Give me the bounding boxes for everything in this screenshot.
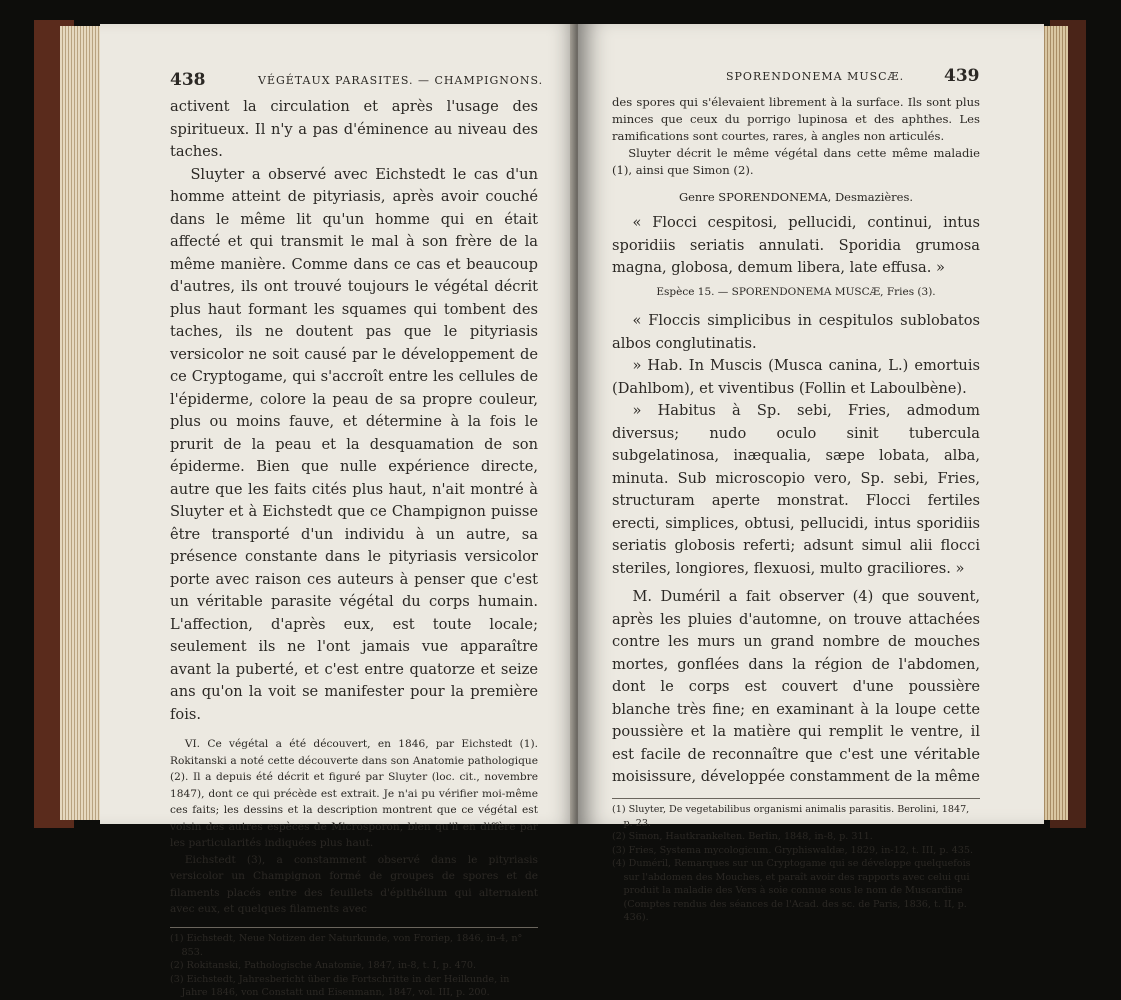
genre-description-text: « Flocci cespitosi, pellucidi, continui, intus sporidiis seriatis annulati. Sporidia grumosa magna, globosa, demum libera, late effusa. » [612, 214, 980, 276]
species-text [612, 310, 980, 789]
left-footnote-3: (3) Eichstedt, Jahresbericht über die Fortschritte in der Heilkunde, in Jahre 1846, von Constatt und Eisenmann, 1847, vol. III, p. 200. [170, 973, 510, 998]
genre-heading: Genre SPORENDONEMA, Desmazières. [678, 190, 914, 204]
right-intro-text [612, 94, 980, 179]
species-paragraph-2: » Hab. In Muscis (Musca canina, L.) emortuis (Dahlbom), et viventibus (Follin et Laboulbène). [612, 357, 980, 397]
left-small-print [170, 736, 538, 918]
left-footnotes [170, 932, 538, 1000]
right-footnote-rule [612, 798, 980, 799]
left-paragraph-1: activent la circulation et après l'usage des spiritueux. Il n'y a pas d'éminence au niveau des taches. [170, 98, 538, 160]
right-footnote-3: (3) Fries, Systema mycologicum. Gryphiswaldæ, 1829, in-12, t. III, p. 435. [612, 844, 974, 856]
right-page-number: 439 [944, 66, 980, 86]
left-page [100, 24, 578, 998]
right-footnote-2: (2) Simon, Hautkrankelten. Berlin, 1848, in-8, p. 311. [612, 831, 873, 842]
species-heading: Espèce 15. — SPORENDONEMA MUSCÆ, Fries (3). [656, 286, 936, 298]
left-footnote-1: (1) Eichstedt, Neue Notizen der Naturkunde, von Froriep, 1846, in-4, n° 853. [170, 933, 523, 958]
species-paragraph-3: » Habitus à Sp. sebi, Fries, admodum diversus; nudo oculo sinit tubercula subgelatinosa, inæqualia, sæpe lobata, alba, minuta. Sub microscopio vero, Sp. sebi, Fries, structuram aperte monstrat. Flocci fertiles erecti, simplices, obtusi, pellucidi, intus sporidiis seriatis globosis referti; adsunt simul alii flocci steriles, longiores, flexuosi, multo graciliores. » [612, 402, 980, 577]
right-running-header: SPORENDONEMA MUSCÆ. [726, 70, 905, 83]
right-paragraph-2: Sluyter décrit le même végétal dans cette même maladie (1), ainsi que Simon (2). [612, 146, 980, 177]
left-footnote-rule [170, 927, 538, 928]
right-paragraph-1: des spores qui s'élevaient librement à la surface. Ils sont plus minces que ceux du porrigo lupinosa et des aphthes. Les ramifications sont courtes, rares, à angles non articulés. [612, 95, 980, 143]
left-paragraph-2: Sluyter a observé avec Eichstedt le cas d'un homme atteint de pityriasis, après avoir couché dans le même lit qu'un homme qui en était affecté et qui transmit le mal à son frère de la même manière. Comme dans ce cas et beaucoup d'autres, ils ont trouvé toujours le végétal décrit plus haut formant les squames qui tombent des taches, ils ne doutent pas que le pityriasis versicolor ne soit causé par le développement de ce Cryptogame, qui s'accroît entre les cellules de l'épiderme, colore la peau de sa propre couleur, plus ou moins fauve, et détermine à la fois le prurit de la peau et la desquamation de son épiderme. Bien que nulle expérience directe, autre que les faits cités plus haut, n'ait montré à Sluyter et à Eichstedt que ce Champignon puisse être transporté d'un individu à un autre, sa présence constante dans le pityriasis versicolor porte avec raison ces auteurs à penser que c'est un véritable parasite végétal du corps humain. L'affection, d'après eux, est toute locale; seulement ils ne l'ont jamais vue apparaître avant la puberté, et c'est entre quatorze et seize ans qu'on la voit se manifester pour la première fois. [170, 165, 538, 723]
left-note-2: Eichstedt (3), a constamment observé dans le pityriasis versicolor un Champignon formé de groupes de spores et de filaments placés entre des feuillets d'épithélium qui alternaient avec eux, et quelques filaments avec [170, 853, 538, 915]
right-page [578, 24, 1044, 923]
left-page-number: 438 [170, 70, 206, 90]
left-footnote-2: (2) Rokitanski, Pathologische Anatomie, 1847, in-8, t. I, p. 470. [170, 960, 477, 971]
left-running-header: VÉGÉTAUX PARASITES. — CHAMPIGNONS. [258, 74, 544, 87]
species-paragraph-4: M. Duméril a fait observer (4) que souvent, après les pluies d'automne, on trouve attachées contre les murs un grand nombre de mouches mortes, gonflées dans la région de l'abdomen, dont le corps est couvert d'une poussière blanche très fine; en examinant à la loupe cette poussière et la matière qui remplit le ventre, il est facile de reconnaître que c'est une véritable moisissure, développée constamment de la même [612, 588, 980, 785]
right-footnote-4: (4) Duméril, Remarques sur un Cryptogame qui se développe quelquefois sur l'abdomen des Mouches, et paraît avoir des rapports avec celui qui produit la maladie des Vers à soie connue sous le nom de Muscardine (Comptes rendus des séances de l'Acad. des sc. de Paris, 1836, t. II, p. 436). [612, 858, 971, 923]
left-body-text [170, 96, 538, 726]
right-footnotes [612, 803, 980, 925]
right-footnote-1: (1) Sluyter, De vegetabilibus organismi animalis parasitis. Berolini, 1847, p. 23. [612, 804, 970, 829]
genre-description [612, 212, 980, 280]
species-paragraph-1: « Floccis simplicibus in cespitulos sublobatos albos conglutinatis. [612, 312, 980, 352]
left-note-1: VI. Ce végétal a été découvert, en 1846, par Eichstedt (1). Rokitanski a noté cette découverte dans son Anatomie pathologique (2). Il a depuis été décrit et figuré par Sluyter (loc. cit., novembre 1847), dont ce qui précède est extrait. Je n'ai pu vérifier moi-même ces faits; les dessins et la description montrent que ce végétal est voisin des autres espèces de Microsporon, bien qu'il en diffère par les particularités indiquées plus haut. [170, 738, 538, 849]
